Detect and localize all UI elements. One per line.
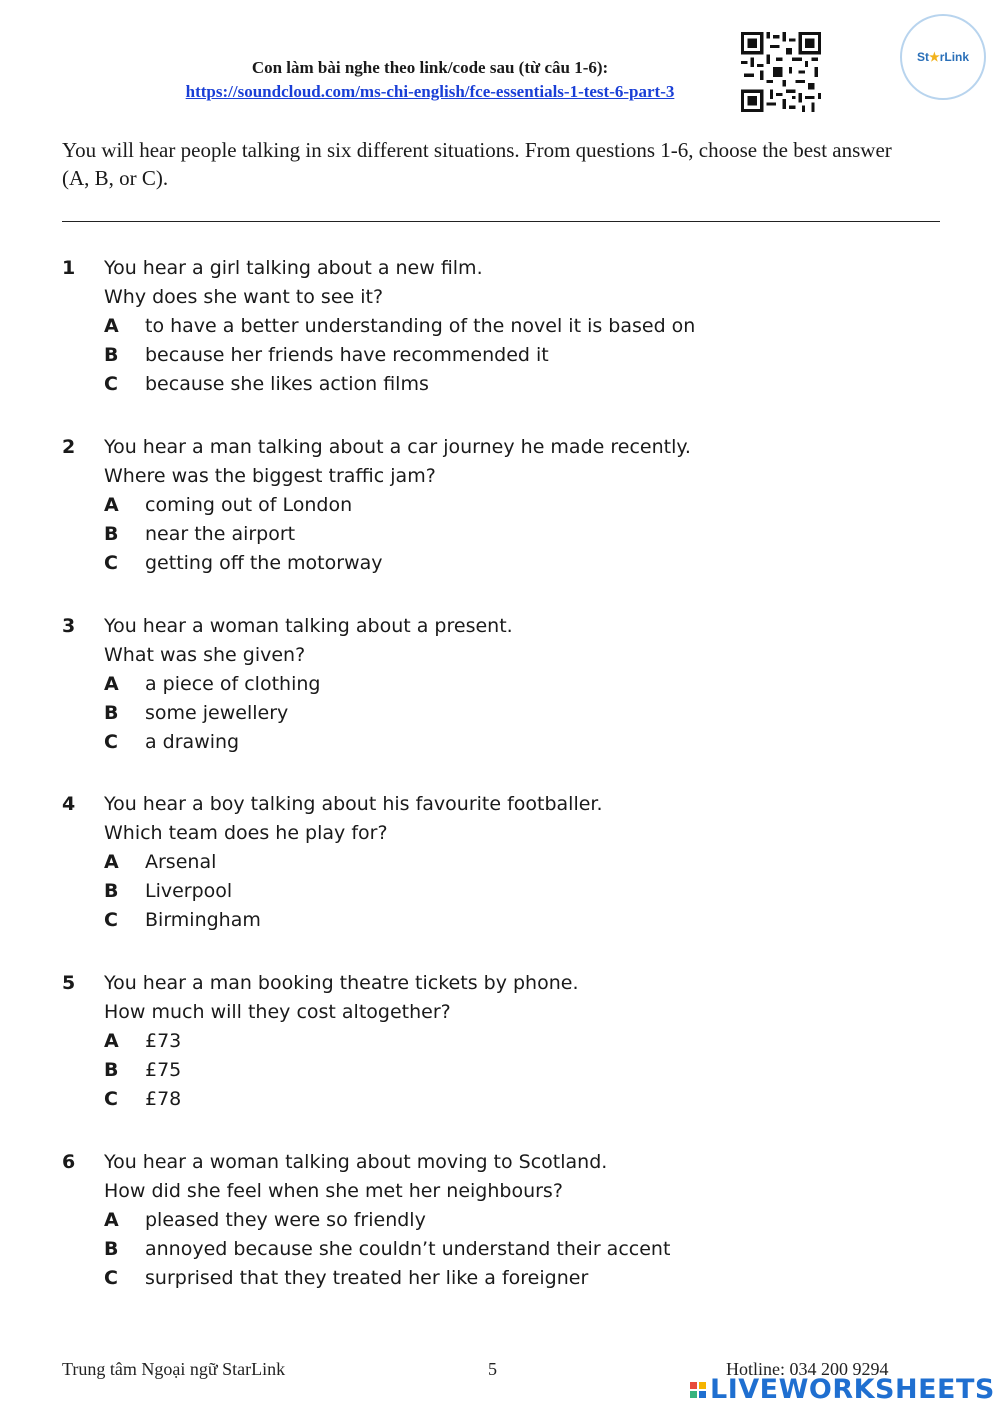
question-2 [62,433,942,578]
option-b[interactable] [62,1235,942,1264]
question-prompt: How much will they cost altogether? [104,1001,451,1023]
question-context: You hear a woman talking about a present. [104,615,513,637]
option-b[interactable] [62,341,942,370]
question-number: 1 [62,257,76,279]
option-text: some jewellery [145,702,289,724]
option-text: to have a better understanding of the novel it is based on [145,315,696,337]
question-6 [62,1148,942,1293]
option-letter: C [104,1267,118,1289]
option-text: Arsenal [145,851,217,873]
option-b[interactable] [62,699,942,728]
liveworksheets-watermark [690,1374,995,1405]
option-letter: A [104,494,119,516]
option-c[interactable] [62,906,942,935]
header [120,56,740,104]
option-letter: C [104,909,118,931]
question-context: You hear a girl talking about a new film. [104,257,483,279]
liveworksheets-logo-icon [690,1382,706,1398]
option-a[interactable] [62,848,942,877]
option-text: Liverpool [145,880,233,902]
watermark-text: LIVEWORKSHEETS [710,1374,995,1405]
option-letter: B [104,880,119,902]
soundcloud-link[interactable]: https://soundcloud.com/ms-chi-english/fce-essentials-1-test-6-part-3 [185,82,675,101]
question-prompt: Why does she want to see it? [104,286,384,308]
option-c[interactable] [62,1085,942,1114]
instructions-paragraph: You will hear people talking in six different situations. From questions 1-6, choose the best answer (A, B, or C). [62,138,892,190]
question-prompt: Which team does he play for? [104,822,388,844]
option-a[interactable] [62,1206,942,1235]
header-instruction: Con làm bài nghe theo link/code sau (từ câu 1-6): [251,58,609,77]
option-letter: C [104,1088,118,1110]
option-text: annoyed because she couldn’t understand their accent [145,1238,671,1260]
question-number: 3 [62,615,76,637]
question-prompt: What was she given? [104,644,306,666]
option-letter: A [104,673,119,695]
option-a[interactable] [62,1027,942,1056]
question-5 [62,969,942,1114]
qr-code-icon [740,32,822,112]
question-context: You hear a boy talking about his favourite footballer. [104,793,603,815]
question-prompt: How did she feel when she met her neighbours? [104,1180,563,1202]
question-1 [62,254,942,399]
divider [62,221,940,222]
question-number: 4 [62,793,76,815]
question-4 [62,790,942,935]
option-c[interactable] [62,370,942,399]
option-text: £73 [145,1030,182,1052]
logo-text-end: rLink [939,50,970,64]
star-icon: ★ [928,50,940,64]
option-a[interactable] [62,670,942,699]
option-letter: C [104,731,118,753]
option-c[interactable] [62,549,942,578]
option-text: £78 [145,1088,182,1110]
option-text: a drawing [145,731,240,753]
option-b[interactable] [62,520,942,549]
question-context: You hear a man talking about a car journey he made recently. [104,436,691,458]
option-text: because she likes action films [145,373,429,395]
option-text: pleased they were so friendly [145,1209,426,1231]
option-letter: C [104,373,118,395]
logo-text-start: St [916,50,929,64]
option-text: because her friends have recommended it [145,344,549,366]
option-a[interactable] [62,491,942,520]
page-number: 5 [488,1359,497,1379]
option-letter: A [104,1209,119,1231]
option-text: surprised that they treated her like a foreigner [145,1267,589,1289]
question-number: 2 [62,436,76,458]
option-b[interactable] [62,877,942,906]
footer-center-name: Trung tâm Ngoại ngữ StarLink [62,1359,286,1379]
option-text: getting off the motorway [145,552,383,574]
option-text: a piece of clothing [145,673,321,695]
option-letter: B [104,1238,119,1260]
option-b[interactable] [62,1056,942,1085]
option-c[interactable] [62,1264,942,1293]
option-letter: B [104,523,119,545]
question-prompt: Where was the biggest traffic jam? [104,465,436,487]
question-number: 6 [62,1151,76,1173]
option-c[interactable] [62,728,942,757]
option-letter: B [104,702,119,724]
option-text: coming out of London [145,494,353,516]
footer-hotline: Hotline: 034 200 9294 [726,1359,889,1379]
option-letter: A [104,1030,119,1052]
option-a[interactable] [62,312,942,341]
option-letter: A [104,315,119,337]
question-context: You hear a woman talking about moving to Scotland. [104,1151,608,1173]
option-letter: B [104,1059,119,1081]
option-text: near the airport [145,523,296,545]
question-context: You hear a man booking theatre tickets by phone. [104,972,579,994]
option-letter: C [104,552,118,574]
option-text: Birmingham [145,909,261,931]
starlink-logo [900,14,986,100]
option-letter: A [104,851,119,873]
question-3 [62,612,942,757]
option-letter: B [104,344,119,366]
option-text: £75 [145,1059,182,1081]
question-number: 5 [62,972,76,994]
